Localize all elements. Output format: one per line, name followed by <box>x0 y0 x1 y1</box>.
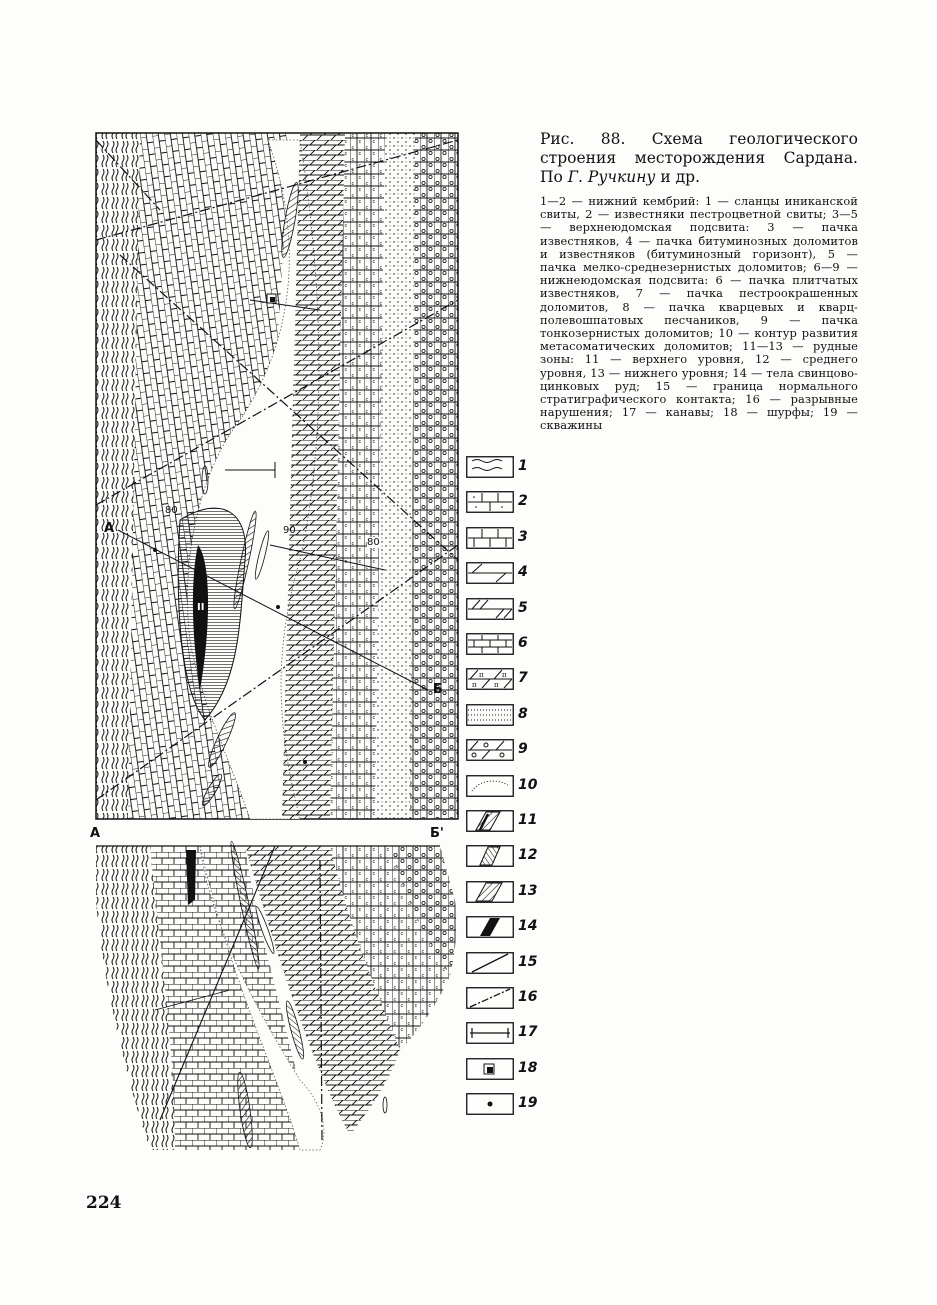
shale-symbol <box>466 456 514 478</box>
caption-suffix: и др. <box>660 168 701 186</box>
platy-limestone-symbol <box>466 633 514 655</box>
legend-item-19 <box>466 1093 546 1119</box>
legend-number: 4 <box>518 564 528 581</box>
limestone-symbol <box>466 527 514 549</box>
legend-number: 2 <box>518 493 528 510</box>
legend-item-2 <box>466 491 546 517</box>
section-b-label: Б' <box>430 826 444 841</box>
dip-label: 80 <box>165 505 178 516</box>
legend-number: 3 <box>518 528 528 545</box>
svg-text:п: п <box>494 681 499 690</box>
legend-item-13 <box>466 881 546 907</box>
legend-number: 15 <box>518 953 538 970</box>
figure-caption <box>540 130 858 433</box>
legend-item-18 <box>466 1058 546 1084</box>
point-a-label: А <box>104 521 115 536</box>
metasomatic-contour-symbol <box>466 775 514 797</box>
dolomite-fine-symbol <box>466 598 514 620</box>
page-number: 224 <box>86 1193 122 1213</box>
legend-item-6 <box>466 633 546 659</box>
cross-section <box>96 841 456 1150</box>
point-b-label: Б <box>433 682 443 697</box>
ore-body-symbol <box>466 916 514 938</box>
legend-item-5 <box>466 598 546 624</box>
plan-map <box>96 133 458 819</box>
legend-item-8 <box>466 704 546 730</box>
sandstone-symbol <box>466 704 514 726</box>
variegated-dolomite-symbol <box>466 668 514 690</box>
trench-symbol <box>466 1022 514 1044</box>
ore-lower-symbol <box>466 881 514 903</box>
ore-middle-symbol <box>466 845 514 867</box>
legend-number: 7 <box>518 670 528 687</box>
dolomite-symbol <box>466 562 514 584</box>
dip-label: 90 <box>283 525 296 536</box>
legend-item-10 <box>466 775 546 801</box>
svg-text:п: п <box>472 681 477 690</box>
legend-item-4 <box>466 562 546 588</box>
legend-item-3 <box>466 527 546 553</box>
legend-number: 9 <box>518 741 528 758</box>
dip-label: 80 <box>367 537 380 548</box>
legend-number: 19 <box>518 1095 538 1112</box>
legend-number: 6 <box>518 635 528 651</box>
svg-text:п: п <box>502 671 507 680</box>
legend-number: 11 <box>518 812 538 828</box>
legend-number: 13 <box>518 882 538 899</box>
legend-number: 16 <box>518 989 538 1005</box>
ore-upper-symbol <box>466 810 514 832</box>
legend-number: 12 <box>518 847 538 864</box>
legend-number: 8 <box>518 705 528 722</box>
limestone-dotted-symbol <box>466 491 514 513</box>
pit-symbol <box>466 1058 514 1080</box>
borehole-symbol <box>466 1093 514 1115</box>
caption-legend-text: 1—2 — нижний кембрий: 1 — сланцы иниканской свиты, 2 — известняки пестроцветной свиты; 3—5 — верхнеюдомская подсвита: 3 — пачка известняков, 4 — пачка битуминозных доломитов и известняков (битуминозный горизонт), 5 — пачка мелко-среднезернистых доломитов; 6—9 — нижнеюдомская подсвита: 6 — пачка плитчатых известняков, 7 — пачка пестроокрашенных доломитов, 8 — пачка кварцевых и кварц-полевошпатовых песчаников, 9 — пачка тонкозернистых доломитов; 10 — контур развития метасоматических доломитов; 11—13 — рудные зоны: 11 — верхнего уровня, 12 — среднего уровня, 13 — нижнего уровня; 14 — тела свинцово-цинковых руд; 15 — граница нормального стратиграфического контакта; 16 — разрывные нарушения; 17 — канавы; 18 — шурфы; 19 — скважины <box>540 194 858 433</box>
caption-author: Г. Ручкину <box>567 168 656 186</box>
fine-dolomite-symbol <box>466 739 514 761</box>
caption-title-text: Схема геологического строения месторождения Сардана. По <box>540 130 858 186</box>
section-a-label: А <box>90 826 101 841</box>
legend-number: 1 <box>518 458 528 474</box>
fault-symbol <box>466 987 514 1009</box>
legend-item-16 <box>466 987 546 1013</box>
fine-dolomite-band <box>410 133 458 819</box>
legend-number: 10 <box>518 776 538 793</box>
legend-item-11 <box>466 810 546 836</box>
legend-item-17 <box>466 1022 546 1048</box>
legend-item-15 <box>466 952 546 978</box>
legend-number: 17 <box>518 1024 538 1041</box>
svg-text:п: п <box>479 671 484 680</box>
legend-item-14 <box>466 916 546 942</box>
legend-number: 18 <box>518 1059 538 1076</box>
ore-zone-label: II <box>197 602 205 613</box>
legend-number: 14 <box>518 918 538 935</box>
legend-item-9 <box>466 739 546 765</box>
legend-item-12 <box>466 845 546 871</box>
legend-number: 5 <box>518 599 528 616</box>
legend-item-1 <box>466 456 546 482</box>
figure-number: Рис. 88. <box>540 130 626 148</box>
contact-symbol <box>466 952 514 974</box>
legend-item-7 <box>466 668 546 694</box>
caption-title <box>540 130 858 187</box>
